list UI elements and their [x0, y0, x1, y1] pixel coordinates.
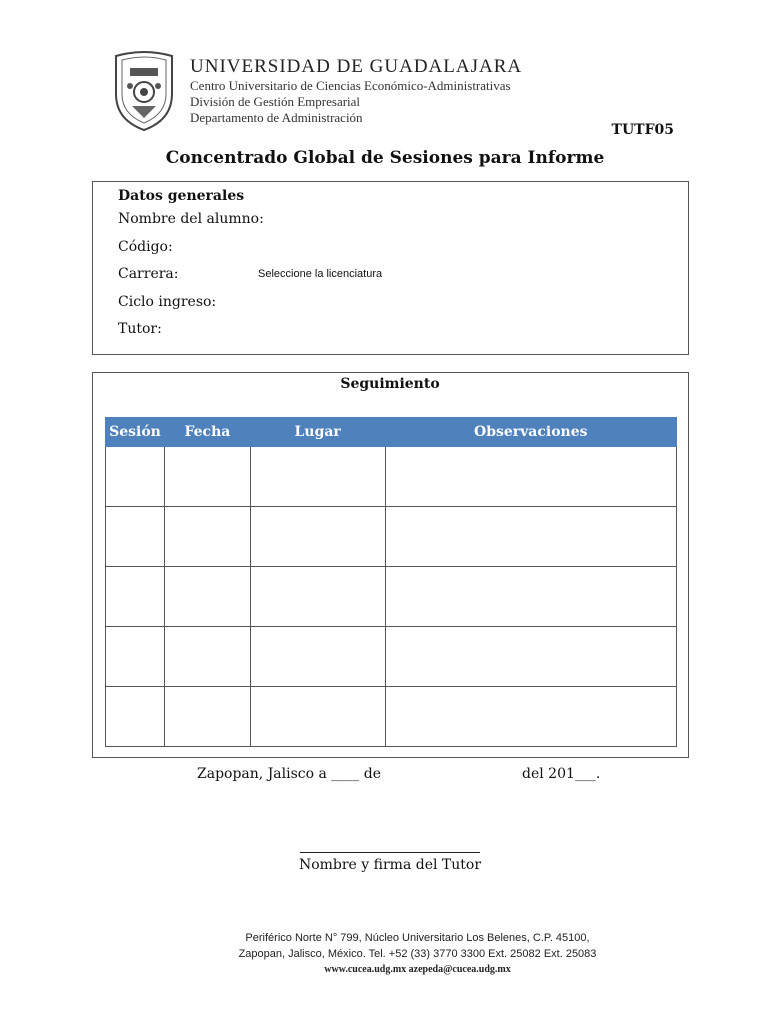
- cell-fecha[interactable]: [164, 507, 250, 567]
- signature-line: [300, 852, 480, 853]
- cell-lugar[interactable]: [250, 627, 385, 687]
- page-title: Concentrado Global de Sesiones para Informe: [165, 148, 605, 168]
- ciclo-ingreso-label: Ciclo ingreso:: [118, 294, 217, 310]
- footer-web-email: www.cucea.udg.mx azepeda@cucea.udg.mx: [324, 964, 511, 975]
- year-text: del 201___.: [522, 766, 601, 782]
- cell-observaciones[interactable]: [385, 627, 676, 687]
- table-row: [106, 627, 677, 687]
- table-row: [106, 447, 677, 507]
- column-header-fecha: Fecha: [164, 418, 250, 447]
- column-header-observaciones: Observaciones: [385, 418, 676, 447]
- footer-address-line2: Zapopan, Jalisco, México. Tel. +52 (33) 3770 3300 Ext. 25082 Ext. 25083: [238, 948, 597, 960]
- carrera-label: Carrera:: [118, 266, 179, 282]
- header-line-division: División de Gestión Empresarial: [190, 94, 361, 109]
- signature-label: Nombre y firma del Tutor: [298, 857, 482, 873]
- cell-lugar[interactable]: [250, 507, 385, 567]
- datos-generales-box: [92, 181, 689, 355]
- table-row: [106, 687, 677, 747]
- seguimiento-heading: Seguimiento: [340, 376, 440, 392]
- cell-sesion[interactable]: [106, 507, 165, 567]
- cell-observaciones[interactable]: [385, 567, 676, 627]
- cell-observaciones[interactable]: [385, 687, 676, 747]
- cell-fecha[interactable]: [164, 687, 250, 747]
- cell-lugar[interactable]: [250, 447, 385, 507]
- university-name: UNIVERSIDAD DE GUADALAJARA: [190, 56, 523, 77]
- datos-generales-heading: Datos generales: [118, 188, 245, 204]
- carrera-select[interactable]: Seleccione la licenciatura: [258, 268, 383, 280]
- cell-sesion[interactable]: [106, 447, 165, 507]
- cell-sesion[interactable]: [106, 687, 165, 747]
- table-row: [106, 507, 677, 567]
- cell-observaciones[interactable]: [385, 447, 676, 507]
- cell-lugar[interactable]: [250, 687, 385, 747]
- header-line-centro: Centro Universitario de Ciencias Económico-Administrativas: [190, 78, 511, 93]
- place-date-text: Zapopan, Jalisco a ____ de: [197, 766, 382, 782]
- codigo-label: Código:: [118, 239, 173, 255]
- cell-fecha[interactable]: [164, 567, 250, 627]
- table-row: [106, 567, 677, 627]
- seguimiento-table: [105, 417, 677, 747]
- footer-address-line1: Periférico Norte N° 799, Núcleo Universitario Los Belenes, C.P. 45100,: [245, 932, 590, 944]
- university-crest-logo: [108, 48, 180, 132]
- cell-observaciones[interactable]: [385, 507, 676, 567]
- header-line-departamento: Departamento de Administración: [190, 110, 363, 125]
- nombre-alumno-label: Nombre del alumno:: [118, 211, 264, 227]
- cell-fecha[interactable]: [164, 627, 250, 687]
- cell-sesion[interactable]: [106, 567, 165, 627]
- cell-sesion[interactable]: [106, 627, 165, 687]
- tutor-label: Tutor:: [118, 321, 162, 337]
- column-header-sesion: Sesión: [106, 418, 165, 447]
- cell-fecha[interactable]: [164, 447, 250, 507]
- column-header-lugar: Lugar: [250, 418, 385, 447]
- cell-lugar[interactable]: [250, 567, 385, 627]
- form-code: TUTF05: [611, 122, 674, 138]
